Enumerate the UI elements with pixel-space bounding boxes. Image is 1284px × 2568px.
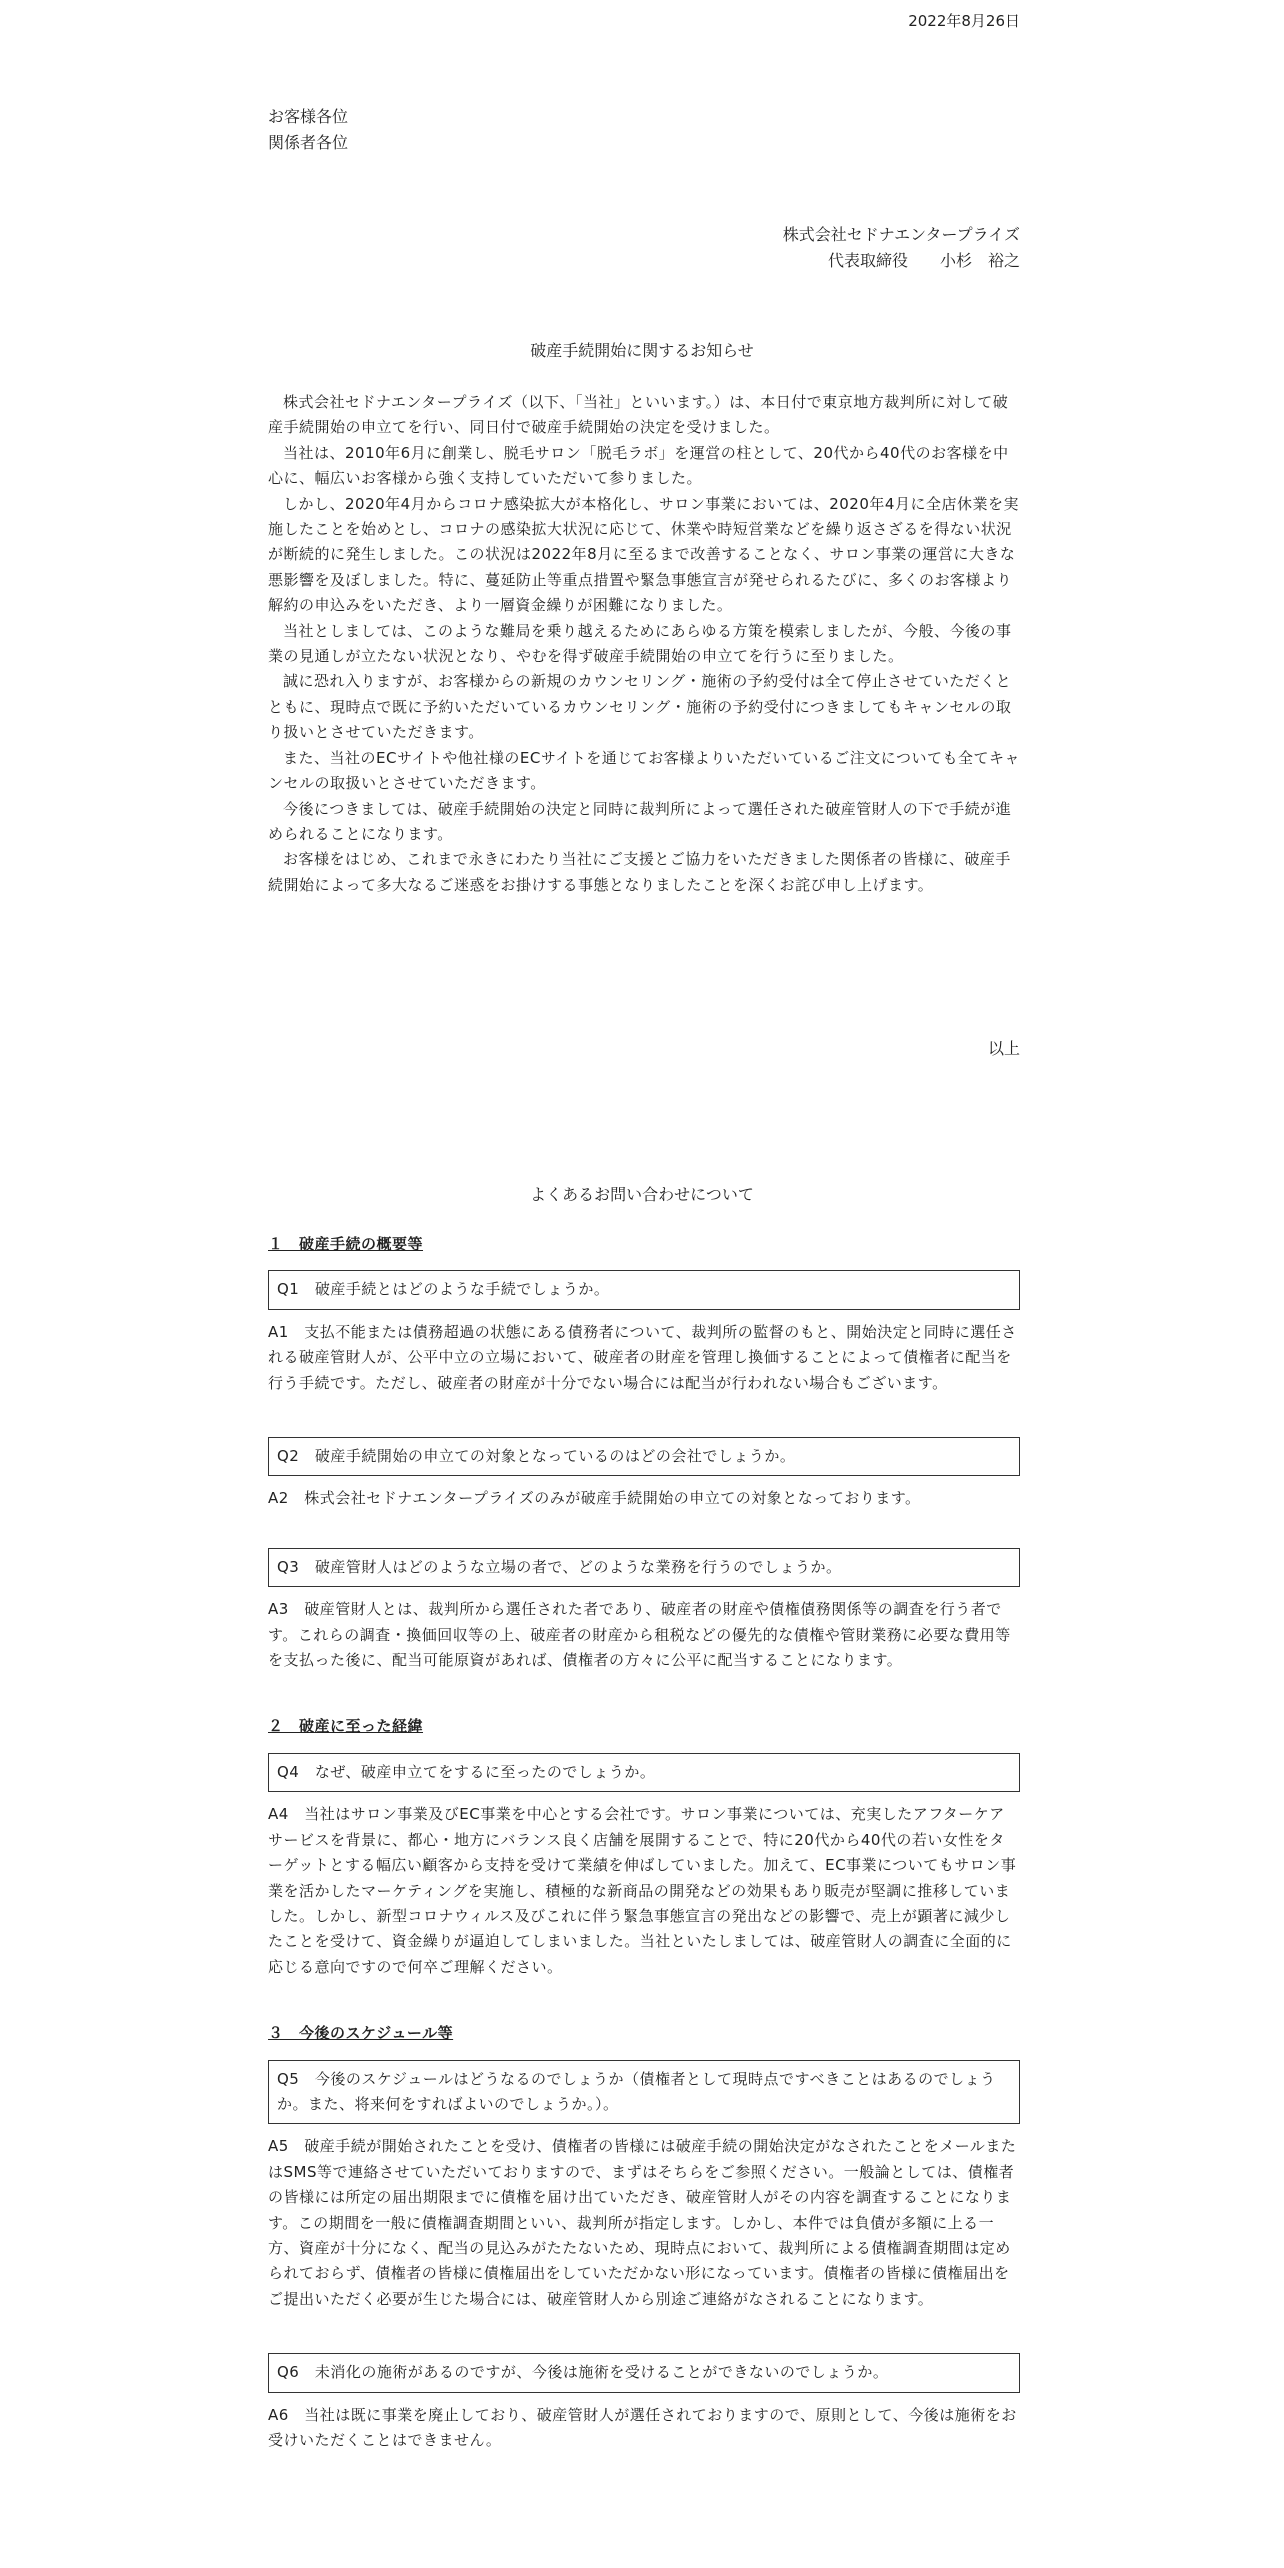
faq-body	[268, 1232, 1020, 2494]
question-box: Q5 今後のスケジュールはどうなるのでしょうか（債権者として現時点ですべきことはあるのでしょうか。また、将来何をすればよいのでしょうか。）。	[268, 2060, 1020, 2125]
notice-paragraph: お客様をはじめ、これまで永きにわたり当社にご支援とご協力をいただきました関係者の皆様に、破産手続開始によって多大なるご迷惑をお掛けする事態となりましたことを深くお詫び申し上げます。	[268, 850, 1011, 894]
faq-title: よくあるお問い合わせについて	[530, 1185, 754, 1204]
question-box: Q4 なぜ、破産申立てをするに至ったのでしょうか。	[268, 1753, 1020, 1792]
question-box: Q1 破産手続とはどのような手続でしょうか。	[268, 1270, 1020, 1309]
recipients-block	[268, 104, 348, 156]
recipient-line: 関係者各位	[268, 133, 349, 152]
notice-paragraph: 誠に恐れ入りますが、お客様からの新規のカウンセリング・施術の予約受付は全て停止させていただくとともに、現時点で既に予約いただいているカウンセリング・施術の予約受付につきましてもキャンセルの取り扱いとさせていただきます。	[268, 672, 1012, 742]
question-box: Q6 未消化の施術があるのですが、今後は施術を受けることができないのでしょうか。	[268, 2353, 1020, 2392]
notice-paragraph: 当社としましては、このような難局を乗り越えるためにあらゆる方策を模索しましたが、今般、今後の事業の見通しが立たない状況となり、やむを得ず破産手続開始の申立てを行うに至りました。	[268, 621, 1012, 666]
notice-paragraph: 当社は、2010年6月に創業し、脱毛サロン「脱毛ラボ」を運営の柱として、20代から40代のお客様を中心に、幅広いお客様から強く支持していただいて参りました。	[268, 443, 1009, 488]
answer-text: A6 当社は既に事業を廃止しており、破産管財人が選任されておりますので、原則として、今後は施術をお受けいただくことはできません。	[268, 2405, 1017, 2449]
section-heading: １ 破産手続の概要等	[268, 1235, 424, 1253]
question-box: Q2 破産手続開始の申立ての対象となっているのはどの会社でしょうか。	[268, 1437, 1020, 1476]
notice-paragraph: また、当社のECサイトや他社様のECサイトを通じてお客様よりいただいているご注文についても全てキャンセルの取扱いとさせていただきます。	[268, 748, 1021, 793]
notice-title: 破産手続開始に関するお知らせ	[530, 341, 754, 360]
answer-text: A1 支払不能または債務超過の状態にある債務者について、裁判所の監督のもと、開始決定と同時に選任される破産管財人が、公平中立の立場において、破産者の財産を管理し換価することによって債権者に配当を行う手続です。ただし、破産者の財産が十分でない場合には配当が行われない場合もございます。	[268, 1322, 1017, 1392]
notice-paragraph: しかし、2020年4月からコロナ感染拡大が本格化し、サロン事業においては、2020年4月に全店休業を実施したことを始めとし、コロナの感染拡大状況に応じて、休業や時短営業などを繰り返さざるを得ない状況が断続的に発生しました。この状況は2022年8月に至るまで改善することなく、サロン事業の運営に大きな悪影響を及ぼしました。特に、蔓延防止等重点措置や緊急事態宣言が発せられるたびに、多くのお客様より解約の申込みをいただき、より一層資金繰りが困難になりました。	[268, 494, 1019, 615]
recipient-line: お客様各位	[268, 107, 349, 126]
answer-text: A5 破産手続が開始されたことを受け、債権者の皆様には破産手続の開始決定がなされたことをメールまたはSMS等で連絡させていただいておりますので、まずはそちらをご参照ください。一般論としては、債権者の皆様には所定の届出期限までに債権を届け出ていただき、破産管財人がその内容を調査することになります。この期間を一般に債権調査期間といい、裁判所が指定します。しかし、本件では負債が多額に上る一方、資産が十分になく、配当の見込みがたたないため、現時点において、裁判所による債権調査期間は定められておらず、債権者の皆様に債権届出をしていただかない形になっています。債権者の皆様に債権届出をご提出いただく必要が生じた場合には、破産管財人から別途ご連絡がなされることになります。	[268, 2137, 1017, 2308]
question-box: Q3 破産管財人はどのような立場の者で、どのような業務を行うのでしょうか。	[268, 1548, 1020, 1587]
section-heading: ２ 破産に至った経緯	[268, 1717, 424, 1736]
document-date: 2022年8月26日	[908, 12, 1020, 30]
answer-text: A2 株式会社セドナエンタープライズのみが破産手続開始の申立ての対象となっております。	[268, 1489, 921, 1508]
representative-name: 代表取締役 小杉 裕之	[827, 251, 1020, 270]
notice-paragraph: 株式会社セドナエンタープライズ（以下、「当社」といいます。）は、本日付で東京地方裁判所に対して破産手続開始の申立てを行い、同日付で破産手続開始の決定を受けました。	[268, 393, 1009, 437]
sender-block	[783, 222, 1020, 274]
notice-paragraph: 今後につきましては、破産手続開始の決定と同時に裁判所によって選任された破産管財人の下で手続が進められることになります。	[268, 799, 1012, 843]
section-heading: ３ 今後のスケジュール等	[268, 2024, 454, 2043]
answer-text: A4 当社はサロン事業及びEC事業を中心とする会社です。サロン事業については、充実したアフターケアサービスを背景に、都心・地方にバランス良く店舗を展開することで、特に20代から40代の若い女性をターゲットとする幅広い顧客から支持を受けて業績を伸ばしていました。加えて、EC事業についてもサロン事業を活かしたマーケティングを実施し、積極的な新商品の開発などの効果もあり販売が堅調に推移していました。しかし、新型コロナウィルス及びこれに伴う緊急事態宣言の発出などの影響で、売上が顕著に減少したことを受けて、資金繰りが逼迫してしまいました。当社といたしましては、破産管財人の調査に全面的に応じる意向ですので何卒ご理解ください。	[268, 1805, 1017, 1976]
answer-text: A3 破産管財人とは、裁判所から選任された者であり、破産者の財産や債権債務関係等の調査を行う者です。これらの調査・換価回収等の上、破産者の財産から租税などの優先的な債権や管財業務に必要な費用等を支払った後に、配当可能原資があれば、債権者の方々に公平に配当することになります。	[268, 1600, 1011, 1670]
notice-body	[268, 390, 1020, 898]
company-name: 株式会社セドナエンタープライズ	[782, 225, 1020, 244]
closing-mark: 以上	[987, 1039, 1020, 1058]
